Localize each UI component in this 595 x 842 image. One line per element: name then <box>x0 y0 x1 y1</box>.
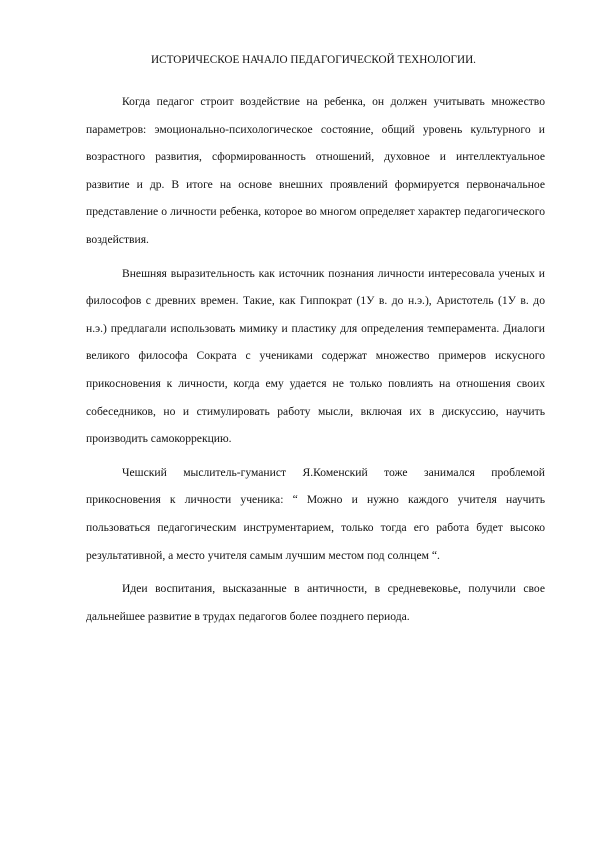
paragraph-1: Когда педагог строит воздействие на ребенка, он должен учитывать множество параметров: эмоционально-психологическое состояние, общий уровень культурного и возрастного развития, сформированность отношений, духовное и интеллектуальное развитие и др. В итоге на основе внешних проявлений формируется первоначальное представление о личности ребенка, которое во многом определяет характер педагогического воздействия. <box>86 95 545 246</box>
paragraph-3: Чешский мыслитель-гуманист Я.Коменский тоже занимался проблемой прикосновения к личности ученика: “ Можно и нужно каждого учителя научить пользоваться педагогическим инструментарием, только тогда его работа будет высоко результативной, а место учителя самым лучшим местом под солнцем “. <box>86 465 545 562</box>
paragraph-4: Идеи воспитания, высказанные в античности, в средневековье, получили свое дальнейшее развитие в трудах педагогов более позднего периода. <box>86 582 545 623</box>
paragraph-2: Внешняя выразительность как источник познания личности интересовала ученых и философов с древних времен. Такие, как Гиппократ (1У в. до н.э.), Аристотель (1У в. до н.э.) предлагали использовать мимику и пластику для определения темперамента. Диалоги великого философа Сократа с учениками содержат множество примеров искусного прикосновения к личности, когда ему удается не только повлиять на отношения своих собеседников, но и стимулировать работу мысли, включая их в дискуссию, научить производить самокоррекцию. <box>86 266 545 446</box>
document-title: ИСТОРИЧЕСКОЕ НАЧАЛО ПЕДАГОГИЧЕСКОЙ ТЕХНОЛОГИИ. <box>151 54 476 66</box>
